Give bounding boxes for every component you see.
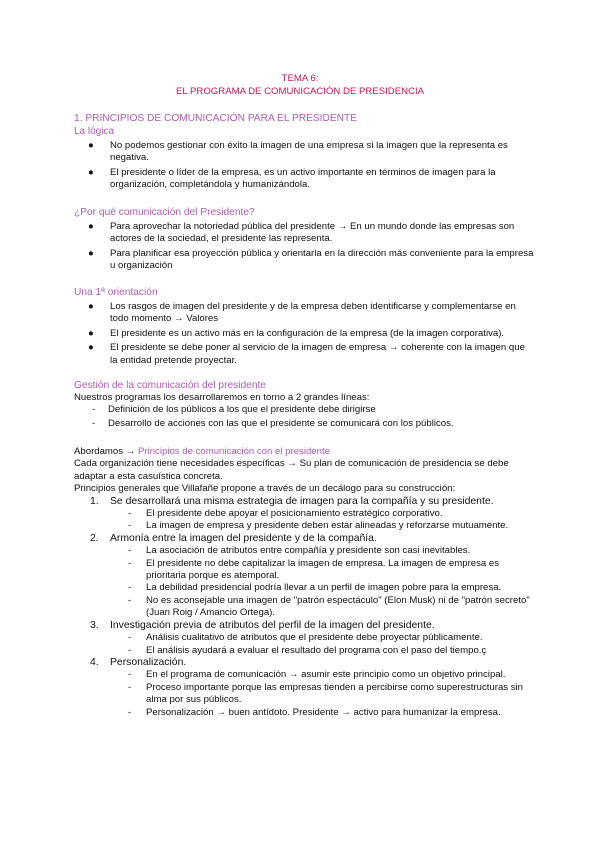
principle-item: 3. Investigación previa de atributos del perfil de la imagen del presidente. - Análisis cualitativo de atributos que el presidente debe proyectar públicamente. - El análisis ayudará a evaluar el resultado del programa con el paso del tiempo.ç [74,620,534,657]
sub-item: - Proceso importante porque las empresas tienden a percibirse como superestructuras sin alma por sus públicos. [128,681,524,706]
section-lead: Abordamos → Principios de comunicación con el presidente [74,446,330,457]
sub-item: - No es aconsejable una imagen de "patrón espectáculo" (Elon Musk) ni de "patrón secreto" (Juan Roig / Amancio Ortega). [128,594,530,619]
principle-item: 2. Armonía entre la imagen del presidente y de la compañía. - La asociación de atributos entre compañía y presidente son casi inevitables. - El presidente no debe capitalizar la imagen de empresa. La imagen de empresa es prioritaria porque es atemporal. - La debilidad presidencial podría llevar a un perfil de imagen pobre para la empresa. - No es aconsejable una imagen de "patrón espectáculo" (Elon Musk) ni de "patrón secreto" (Juan Roig / Amancio Ortega). [74,533,534,620]
list-item: ● Los rasgos de imagen del presidente y de la empresa deben identificarse y complementarse en todo momento → Valores [88,301,516,325]
bullet-list [74,301,534,367]
section-why-president [74,206,534,273]
list-item: ● Para planificar esa proyección pública y orientarla en la dirección más conveniente para la empresa u organización [88,247,534,272]
bullet-list [74,221,534,273]
section-first-orientation [74,286,534,367]
sub-item: - El presidente no debe capitalizar la imagen de empresa. La imagen de empresa es prioritaria porque es atemporal. [128,557,500,582]
list-item: ● El presidente o líder de la empresa, es un activo importante en términos de imagen para la organización, completándola y humanizándola. [88,166,496,191]
bullet-icon: ● [88,342,94,354]
sub-item: - La debilidad presidencial podría llevar a un perfil de imagen pobre para la empresa. [128,582,502,594]
bullet-icon: ● [88,140,94,151]
doc-title-topic: TEMA 6: [281,73,319,84]
bullet-icon: ● [88,166,94,178]
list-item: ● No podemos gestionar con éxito la imagen de una empresa si la imagen que la representa es negativa. [88,140,508,164]
list-item: ● Para aprovechar la notoriedad pública del presidente → En un mundo donde las empresas son actores de la sociedad, el presidente las representa. [88,221,515,245]
dash-icon: - [92,404,96,416]
sub-item: - El análisis ayudará a evaluar el resultado del programa con el paso del tiempo.ç [128,644,487,656]
sub-item: - En el programa de comunicación → asumir este principio como un objetivo principal. [128,669,506,681]
intro-text: Cada organización tiene necesidades específicas → Su plan de comunicación de presidencia se debe adaptar a esta casuística concreta. [74,458,509,482]
sub-item: - Personalización → buen antídoto. Presidente → activo para humanizar la empresa. [128,706,501,718]
dash-icon: - [92,417,96,429]
subheading-logic: La lógica [74,126,115,137]
dash-list [74,404,534,430]
section-heading: Gestión de la comunicación del presidente [74,380,266,391]
doc-title: EL PROGRAMA DE COMUNICACIÓN DE PRESIDENCIA [175,86,425,97]
section-heading: Una 1ª orientación [74,287,158,298]
section-heading: Principios de comunicación con el presidente [138,446,330,457]
bullet-icon: ● [88,301,94,312]
list-item: ● El presidente es un activo más en la configuración de la empresa (de la imagen corporativa). [88,327,505,339]
sub-item: - La imagen de empresa y presidente deben estar alineadas y reforzarse mutuamente. [128,520,509,532]
intro-text: Nuestros programas los desarrollaremos en torno a 2 grandes líneas: [74,392,370,403]
section-management [74,379,534,430]
section-heading: ¿Por qué comunicación del Presidente? [74,207,255,218]
bullet-list [74,140,534,192]
section-heading: 1. PRINCIPIOS DE COMUNICACIÓN PARA EL PRESIDENTE [74,113,358,124]
bullet-icon: ● [88,221,94,232]
sub-item: - La asociación de atributos entre compañía y presidente son casi inevitables. [128,545,471,557]
sub-item: - Análisis cualitativo de atributos que el presidente debe proyectar públicamente. [128,632,483,644]
bullet-icon: ● [88,327,94,339]
sub-item: - El presidente debe apoyar el posicionamiento estratégico corporativo. [128,508,443,520]
list-item: - Definición de los públicos a los que el presidente debe dirigirse [92,404,376,416]
section-principles [74,112,534,192]
intro-text: Principios generales que Villafañe propone a través de un decálogo para su construcción: [74,483,456,495]
principles-list [74,496,534,719]
bullet-icon: ● [88,247,94,259]
section-communication-principles [74,446,534,719]
principle-item: 1. Se desarrollará una misma estrategia de imagen para la compañía y su presidente. - El presidente debe apoyar el posicionamiento estratégico corporativo. - La imagen de empresa y presidente deben estar alineadas y reforzarse mutuamente. [74,496,534,533]
list-item: ● El presidente se debe poner al servicio de la imagen de empresa → coherente con la imagen que la entidad pretende proyectar. [88,342,525,366]
list-item: - Desarrollo de acciones con las que el presidente se comunicará con los públicos. [92,417,454,429]
principle-item: 4. Personalización. - En el programa de comunicación → asumir este principio como un objetivo principal. - Proceso importante porque las empresas tienden a percibirse como superestructuras sin alma por sus públicos. - Personalización → buen antídoto. Presidente → activo para humanizar la empresa. [74,657,534,719]
